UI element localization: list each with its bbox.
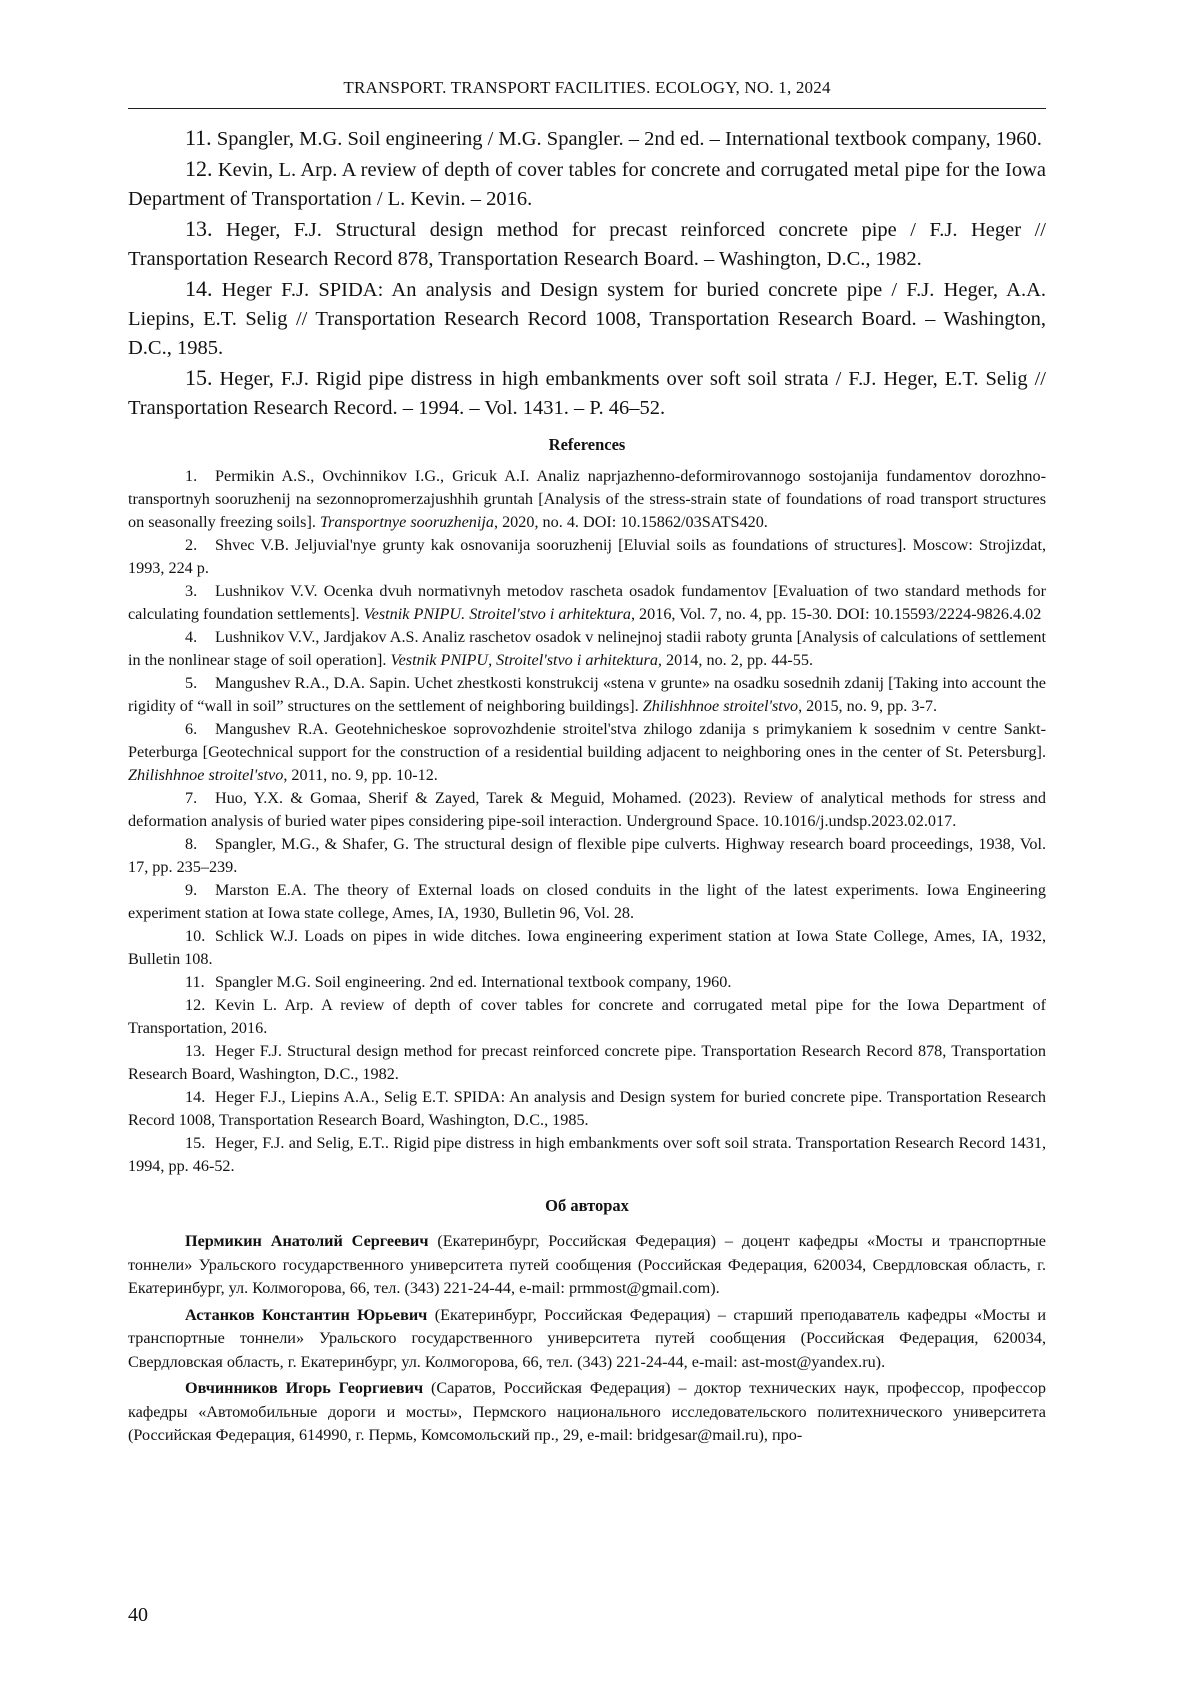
reference-item: 11. Spangler M.G. Soil engineering. 2nd ed. International textbook company, 1960. bbox=[128, 971, 1046, 994]
author-entry: Пермикин Анатолий Сергеевич (Екатеринбург, Российская Федерация) – доцент кафедры «Мосты и транспортные тоннели» Уральского государственного университета путей сообщения (Российская Федерация, 620034, Свердловская область, г. Екатеринбург, ул. Колмогорова, 66, тел. (343) 221-24-44, e-mail: prmmost@gmail.com). bbox=[128, 1230, 1046, 1301]
references-heading: References bbox=[128, 435, 1046, 455]
reference-item: 14. Heger F.J., Liepins A.A., Selig E.T. SPIDA: An analysis and Design system for buried concrete pipe. Transportation Research Record 1008, Transportation Research Board, Washington, D.C., 1985. bbox=[128, 1086, 1046, 1132]
reference-item: 2. Shvec V.B. Jeljuvial'nye grunty kak osnovanija sooruzhenij [Eluvial soils as foundations of structures]. Moscow: Strojizdat, 1993, 224 p. bbox=[128, 534, 1046, 580]
reference-item: 15. Heger, F.J. and Selig, E.T.. Rigid pipe distress in high embankments over soft soil strata. Transportation Research Record 1431, 1994, pp. 46-52. bbox=[128, 1132, 1046, 1178]
authors-heading: Об авторах bbox=[128, 1196, 1046, 1216]
running-header: TRANSPORT. TRANSPORT FACILITIES. ECOLOGY, NO. 1, 2024 bbox=[128, 78, 1046, 109]
reference-item: 1. Permikin A.S., Ovchinnikov I.G., Gricuk A.I. Analiz naprjazhenno-deformirovannogo sostojanija fundamentov dorozhno-transportnyh sooruzhenij na sezonnopromerzajushhih gruntah [Analysis of the stress-strain state of foundations of road transport structures on seasonally freezing soils]. Transportnye sooruzhenija, 2020, no. 4. DOI: 10.15862/03SATS420. bbox=[128, 465, 1046, 534]
page-content bbox=[128, 78, 1046, 1451]
authors-list bbox=[128, 1230, 1046, 1448]
author-name: Овчинников Игорь Георгиевич bbox=[185, 1379, 423, 1397]
reference-item: 10. Schlick W.J. Loads on pipes in wide ditches. Iowa engineering experiment station at Iowa State College, Ames, IA, 1932, Bulletin 108. bbox=[128, 925, 1046, 971]
body-reference-list bbox=[128, 123, 1046, 423]
reference-item: 8. Spangler, M.G., & Shafer, G. The structural design of flexible pipe culverts. Highway research board proceedings, 1938, Vol. 17, pp. 235–239. bbox=[128, 833, 1046, 879]
reference-item: 12. Kevin L. Arp. A review of depth of cover tables for concrete and corrugated metal pipe for the Iowa Department of Transportation, 2016. bbox=[128, 994, 1046, 1040]
author-entry: Астанков Константин Юрьевич (Екатеринбург, Российская Федерация) – старший преподаватель кафедры «Мосты и транспортные тоннели» Уральского государственного университета путей сообщения (Российская Федерация, 620034, Свердловская область, г. Екатеринбург, ул. Колмогорова, 66, тел. (343) 221-24-44, e-mail: ast-most@yandex.ru). bbox=[128, 1304, 1046, 1375]
page-number: 40 bbox=[128, 1604, 148, 1627]
body-reference: 14. Heger F.J. SPIDA: An analysis and Design system for buried concrete pipe / F.J. Heger, A.A. Liepins, E.T. Selig // Transportation Research Record 1008, Transportation Research Board. – Washington, D.C., 1985. bbox=[128, 274, 1046, 363]
reference-item: 5. Mangushev R.A., D.A. Sapin. Uchet zhestkosti konstrukcij «stena v grunte» na osadku sosednih zdanij [Taking into account the rigidity of “wall in soil” structures on the settlement of neighboring buildings]. Zhilishhnoe stroitel'stvo, 2015, no. 9, pp. 3-7. bbox=[128, 672, 1046, 718]
reference-item: 7. Huo, Y.X. & Gomaa, Sherif & Zayed, Tarek & Meguid, Mohamed. (2023). Review of analytical methods for stress and deformation analysis of buried water pipes considering pipe-soil interaction. Underground Space. 10.1016/j.undsp.2023.02.017. bbox=[128, 787, 1046, 833]
body-reference: 13. Heger, F.J. Structural design method for precast reinforced concrete pipe / F.J. Heger // Transportation Research Record 878, Transportation Research Board. – Washington, D.C., 1982. bbox=[128, 214, 1046, 274]
body-reference: 12. Kevin, L. Arp. A review of depth of cover tables for concrete and corrugated metal pipe for the Iowa Department of Transportation / L. Kevin. – 2016. bbox=[128, 154, 1046, 214]
reference-item: 13. Heger F.J. Structural design method for precast reinforced concrete pipe. Transportation Research Record 878, Transportation Research Board, Washington, D.C., 1982. bbox=[128, 1040, 1046, 1086]
body-reference: 11. Spangler, M.G. Soil engineering / M.G. Spangler. – 2nd ed. – International textbook company, 1960. bbox=[128, 123, 1046, 154]
author-name: Пермикин Анатолий Сергеевич bbox=[185, 1232, 428, 1250]
author-entry: Овчинников Игорь Георгиевич (Саратов, Российская Федерация) – доктор технических наук, профессор, профессор кафедры «Автомобильные дороги и мосты», Пермского национального исследовательского политехнического университета (Российская Федерация, 614990, г. Пермь, Комсомольский пр., 29, e-mail: bridgesar@mail.ru), про- bbox=[128, 1377, 1046, 1448]
author-name: Астанков Константин Юрьевич bbox=[185, 1306, 427, 1324]
reference-item: 9. Marston E.A. The theory of External loads on closed conduits in the light of the latest experiments. Iowa Engineering experiment station at Iowa state college, Ames, IA, 1930, Bulletin 96, Vol. 28. bbox=[128, 879, 1046, 925]
reference-item: 3. Lushnikov V.V. Ocenka dvuh normativnyh metodov rascheta osadok fundamentov [Evaluation of two standard methods for calculating foundation settlements]. Vestnik PNIPU. Stroitel'stvo i arhitektura, 2016, Vol. 7, no. 4, pp. 15-30. DOI: 10.15593/2224-9826.4.02 bbox=[128, 580, 1046, 626]
reference-item: 4. Lushnikov V.V., Jardjakov A.S. Analiz raschetov osadok v nelinejnoj stadii raboty grunta [Analysis of calculations of settlement in the nonlinear stage of soil operation]. Vestnik PNIPU, Stroitel'stvo i arhitektura, 2014, no. 2, pp. 44-55. bbox=[128, 626, 1046, 672]
body-reference: 15. Heger, F.J. Rigid pipe distress in high embankments over soft soil strata / F.J. Heger, E.T. Selig // Transportation Research Record. – 1994. – Vol. 1431. – P. 46–52. bbox=[128, 363, 1046, 423]
reference-item: 6. Mangushev R.A. Geotehnicheskoe soprovozhdenie stroitel'stva zhilogo zdanija s primykaniem k sosednim v centre Sankt-Peterburga [Geotechnical support for the construction of a residential building adjacent to neighboring ones in the center of St. Petersburg]. Zhilishhnoe stroitel'stvo, 2011, no. 9, pp. 10-12. bbox=[128, 718, 1046, 787]
references-list bbox=[128, 465, 1046, 1178]
